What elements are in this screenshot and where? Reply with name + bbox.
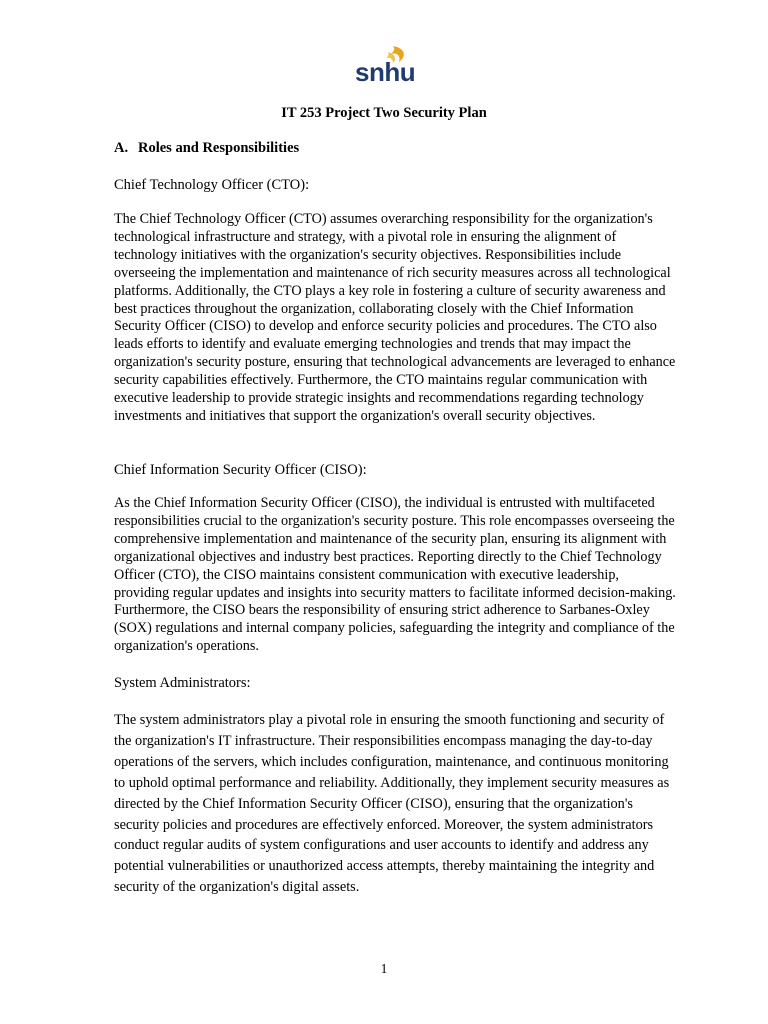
logo-wordmark: snhu: [355, 57, 416, 87]
cto-paragraph: The Chief Technology Officer (CTO) assumes overarching responsibility for the organization's technological infrastructure and strategy, with a pivotal role in ensuring the alignment of technology initiatives with the organization's security objectives. Responsibilities include overseeing the implementation and maintenance of rich security measures across all technological platforms. Additionally, the CTO plays a key role in fostering a culture of security awareness and best practices throughout the organization, collaborating closely with the Chief Information Security Officer (CISO) to develop and enforce security policies and procedures. The CTO also leads efforts to identify and evaluate emerging technologies and trends that may impact the organization's security posture, ensuring that technological advancements are leveraged to enhance security capabilities effectively. Furthermore, the CTO maintains regular communication with executive leadership to provide strategic insights and recommendations regarding technology investments and initiatives that support the organization's overall security objectives.: [114, 211, 676, 424]
cto-heading: Chief Technology Officer (CTO):: [114, 177, 310, 193]
section-number: A.: [114, 140, 129, 156]
page-number: 1: [380, 961, 388, 976]
document-title: IT 253 Project Two Security Plan: [281, 105, 487, 121]
section-heading: [114, 138, 299, 158]
snhu-logo: [355, 44, 416, 88]
sysadmin-heading: System Administrators:: [114, 675, 251, 691]
ciso-heading: Chief Information Security Officer (CISO):: [114, 462, 367, 478]
ciso-paragraph: As the Chief Information Security Officer (CISO), the individual is entrusted with multifaceted responsibilities crucial to the organization's security posture. This role encompasses overseeing the comprehensive implementation and maintenance of the security plan, ensuring its alignment with organizational objectives and industry best practices. Reporting directly to the Chief Technology Officer (CTO), the CISO maintains consistent communication with executive leadership, providing regular updates and insights into security matters to facilitate informed decision-making. Furthermore, the CISO bears the responsibility of ensuring strict adherence to Sarbanes-Oxley (SOX) regulations and internal company policies, safeguarding the integrity and compliance of the organization's operations.: [114, 495, 676, 655]
section-title: Roles and Responsibilities: [138, 140, 300, 156]
sysadmin-paragraph: The system administrators play a pivotal role in ensuring the smooth functioning and security of the organization's IT infrastructure. Their responsibilities encompass managing the day-to-day operations of the servers, which includes configuration, maintenance, and continuous monitoring to uphold optimal performance and reliability. Additionally, they implement security measures as directed by the Chief Information Security Officer (CISO), ensuring that the organization's security policies and procedures are effectively enforced. Moreover, the system administrators conduct regular audits of system configurations and user accounts to identify and address any potential vulnerabilities or unauthorized access attempts, thereby maintaining the integrity and security of the organization's digital assets.: [114, 712, 670, 896]
